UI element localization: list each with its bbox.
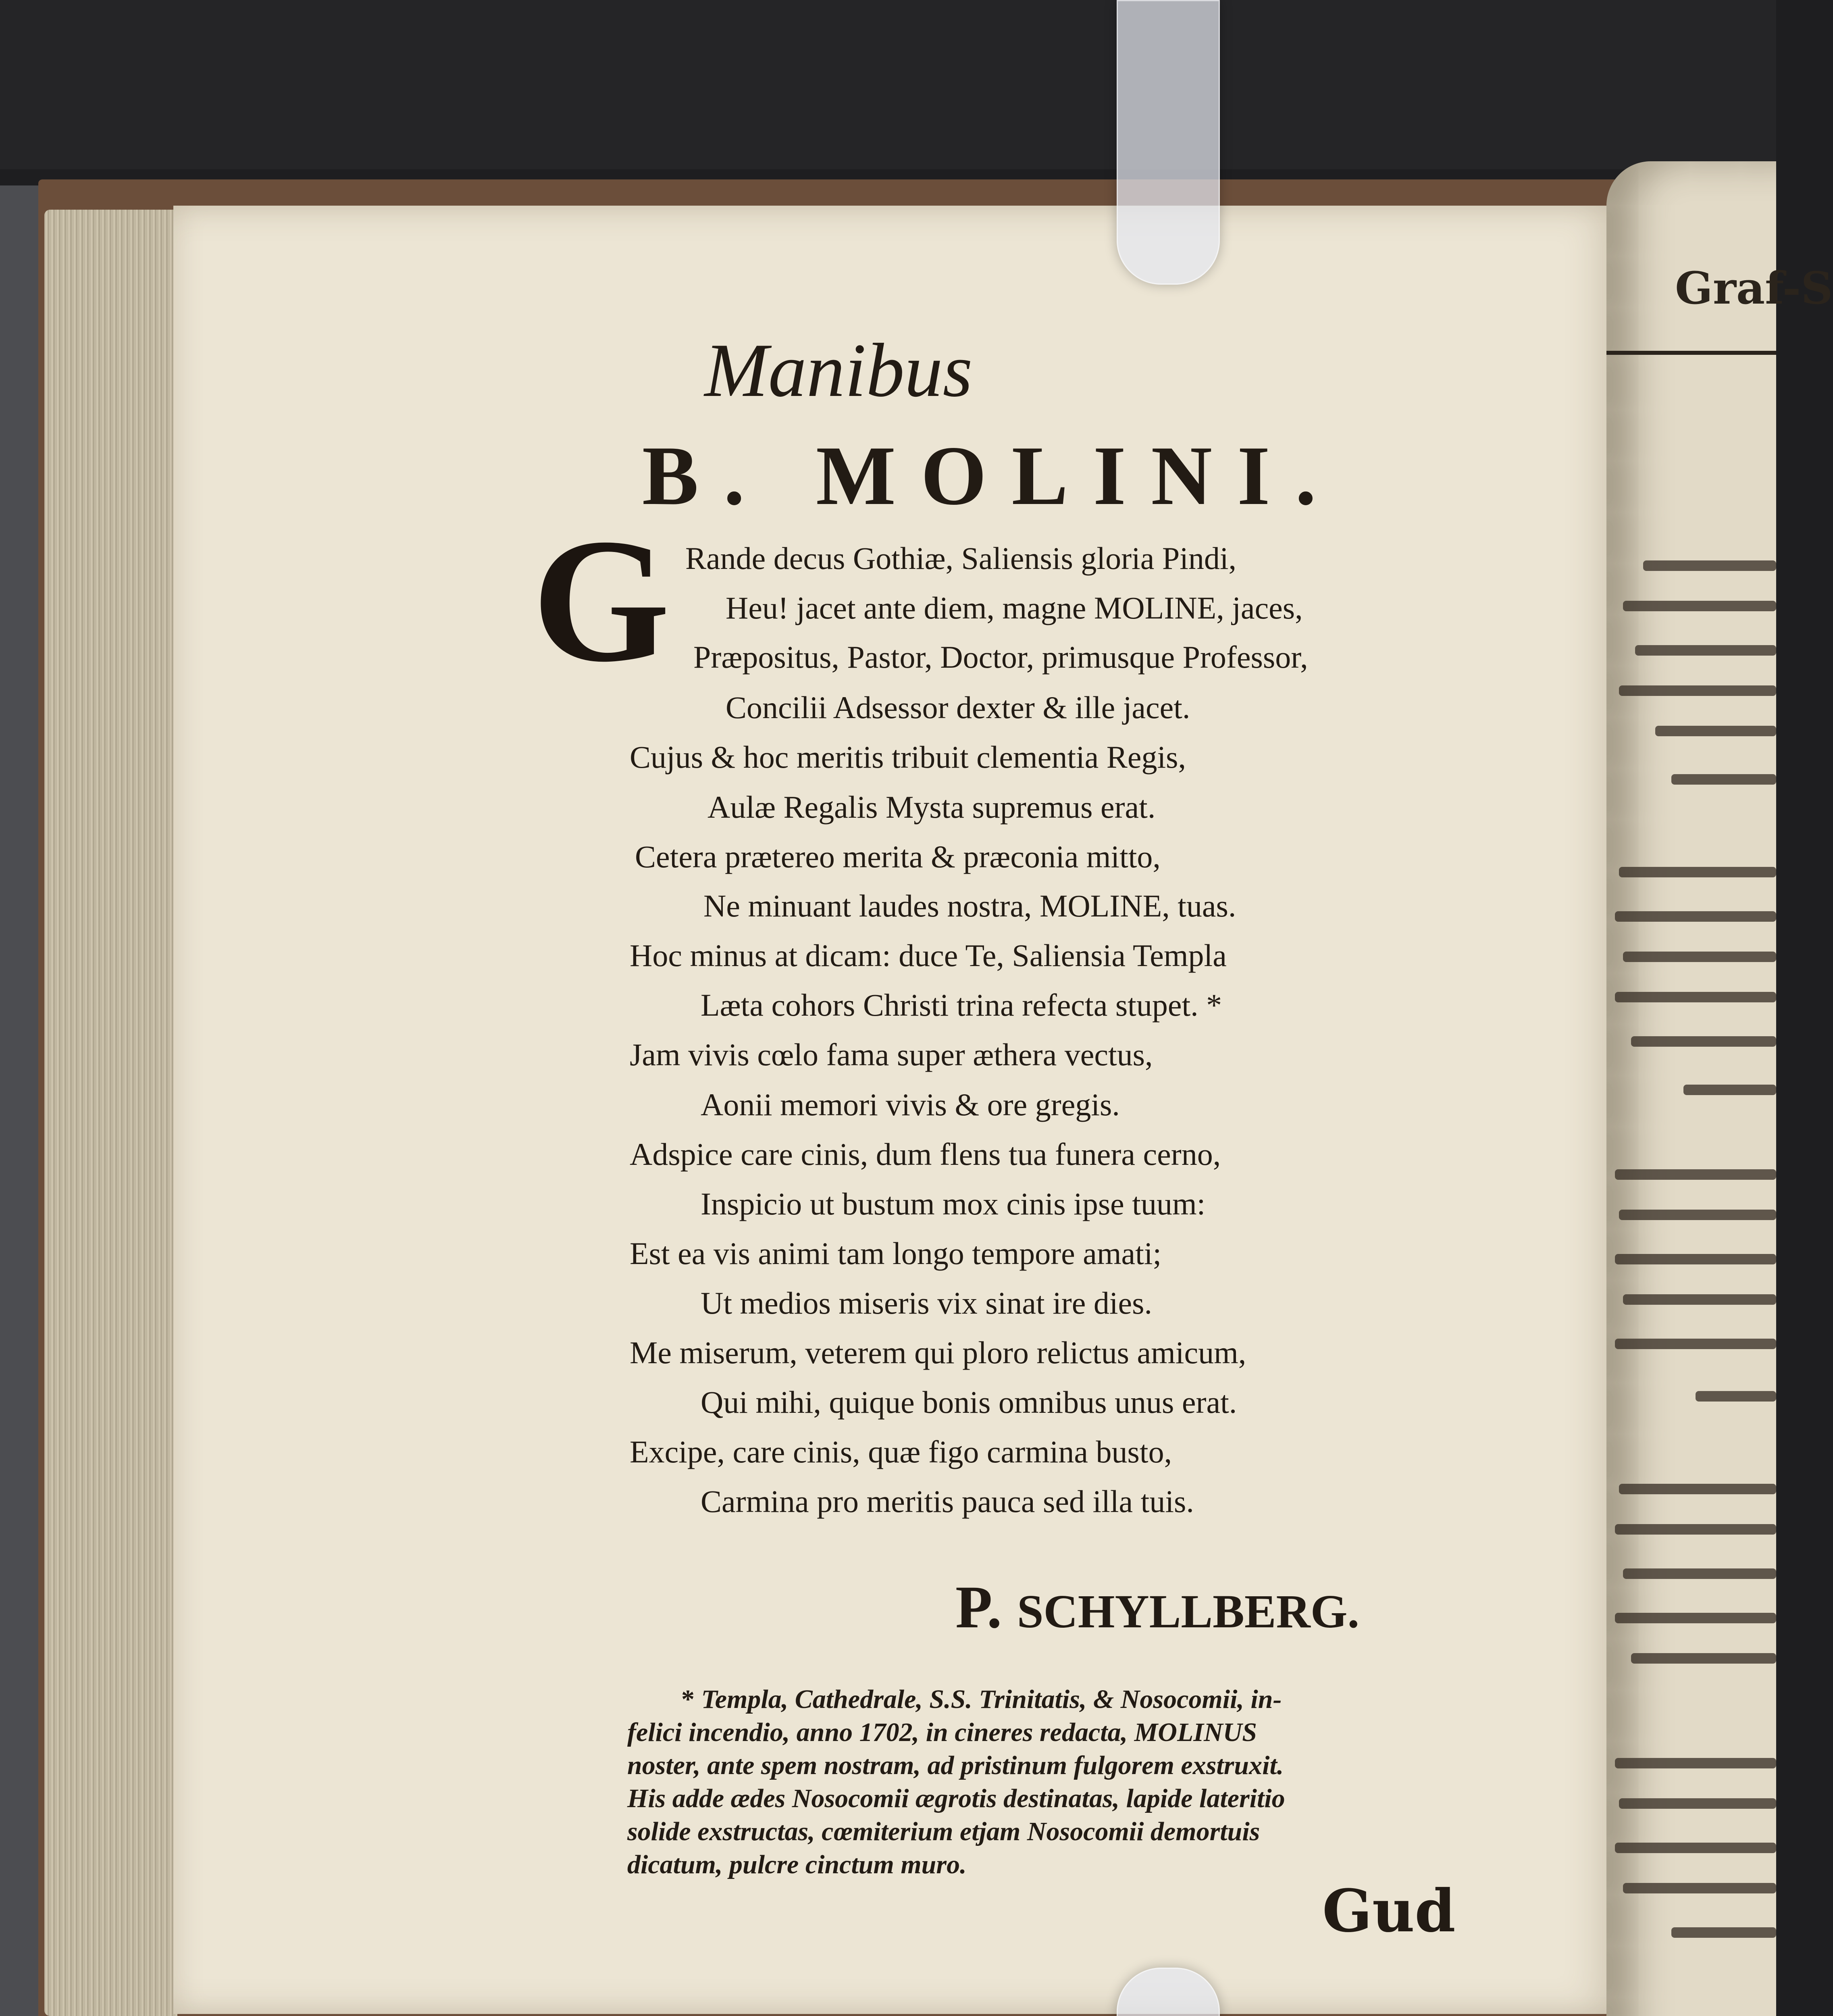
verse-line: Aulæ Regalis Mysta supremus erat. (707, 789, 1156, 825)
facing-page-text-line (1619, 1484, 1776, 1494)
footnote-line: dicatum, pulcre cinctum muro. (627, 1850, 967, 1879)
facing-page-text-line (1655, 726, 1776, 736)
facing-page-text-line (1643, 560, 1776, 571)
signature (955, 1572, 1359, 1642)
facing-page-header: Graf-S (1675, 262, 1833, 314)
footnote-line: felici incendio, anno 1702, in cineres redacta, MOLINUS (627, 1718, 1257, 1747)
facing-page-text-line (1615, 1169, 1776, 1180)
facing-page-text-line (1631, 1036, 1776, 1047)
footnote-line: His adde ædes Nosocomii ægrotis destinatas, lapide lateritio (627, 1784, 1285, 1813)
verse-line: Præpositus, Pastor, Doctor, primusque Professor, (693, 639, 1308, 675)
facing-page-text-line (1615, 992, 1776, 1002)
facing-page-text-line (1623, 952, 1776, 962)
verse-line: Jam vivis cœlo fama super æthera vectus, (630, 1037, 1153, 1072)
facing-page-text-line (1696, 1391, 1776, 1402)
catchword: Gud (1322, 1877, 1456, 1945)
footnote-line: Templa, Cathedrale, S.S. Trinitatis, & Nosocomii, in- (701, 1685, 1282, 1714)
facing-page-text-line (1615, 911, 1776, 922)
verse-line: Aonii memori vivis & ore gregis. (701, 1087, 1120, 1122)
page-block-edge (44, 210, 177, 2016)
signature-surname: SCHYLLBERG. (1017, 1585, 1360, 1638)
facing-page-text-line (1635, 645, 1776, 656)
footnote-line: noster, ante spem nostram, ad pristinum fulgorem exstruxit. (627, 1751, 1284, 1780)
verse-line: Rande decus Gothiæ, Saliensis gloria Pindi, (685, 541, 1237, 576)
backdrop-top (0, 0, 1776, 169)
verse-line: Qui mihi, quique bonis omnibus unus erat. (701, 1385, 1237, 1420)
facing-page-text-line (1623, 1883, 1776, 1893)
signature-initial: P. (955, 1574, 1002, 1641)
verse-line: Concilii Adsessor dexter & ille jacet. (726, 690, 1190, 725)
facing-page-text-line (1615, 1613, 1776, 1623)
facing-page-text-line (1615, 1339, 1776, 1349)
verse-line: Cujus & hoc meritis tribuit clementia Regis, (630, 739, 1186, 775)
verse-line: Me miserum, veterem qui ploro relictus amicum, (630, 1335, 1246, 1370)
facing-page-text-line (1615, 1254, 1776, 1264)
facing-page-text-line (1631, 1653, 1776, 1664)
facing-page-text-line (1683, 1085, 1776, 1095)
facing-page-text-line (1615, 1843, 1776, 1853)
facing-page-text-line (1671, 1927, 1776, 1938)
verse-line: Læta cohors Christi trina refecta stupet. * (701, 987, 1222, 1023)
facing-page-text-line (1619, 867, 1776, 877)
poem-heading: Manibus (704, 328, 973, 413)
facing-page-text-line (1615, 1524, 1776, 1535)
facing-page (1606, 161, 1833, 2016)
poem-name: B. MOLINI. (642, 429, 1342, 523)
footnote-line: solide exstructas, cœmiterium etjam Nosocomii demortuis (627, 1817, 1260, 1846)
page-clip-top (1117, 0, 1220, 285)
verse-line: Heu! jacet ante diem, magne MOLINE, jaces, (726, 590, 1303, 625)
verse-line: Inspicio ut bustum mox cinis ipse tuum: (701, 1186, 1206, 1221)
facing-page-text-line (1619, 685, 1776, 696)
facing-page-text-line (1623, 1568, 1776, 1579)
facing-page-rule (1606, 351, 1776, 355)
verse-line: Excipe, care cinis, quæ figo carmina busto, (630, 1434, 1172, 1469)
facing-page-text-line (1619, 1798, 1776, 1809)
verse-line: Hoc minus at dicam: duce Te, Saliensia Templa (630, 938, 1227, 973)
verse-line: Ut medios miseris vix sinat ire dies. (701, 1285, 1153, 1320)
verse-line: Ne minuant laudes nostra, MOLINE, tuas. (703, 888, 1236, 923)
verse-line: Est ea vis animi tam longo tempore amati; (630, 1236, 1162, 1271)
drop-cap-initial: G (532, 502, 670, 699)
verse-line: Cetera prætereo merita & præconia mitto, (635, 839, 1161, 874)
verse-line: Carmina pro meritis pauca sed illa tuis. (701, 1484, 1194, 1519)
footnote-first-line (681, 1683, 1282, 1716)
facing-page-text-line (1623, 1294, 1776, 1305)
facing-page-text-line (1671, 774, 1776, 785)
facing-page-text-line (1619, 1210, 1776, 1220)
verse-line: Adspice care cinis, dum flens tua funera cerno, (630, 1137, 1221, 1172)
footnote-mark: * (681, 1685, 695, 1714)
facing-page-text-line (1623, 601, 1776, 611)
facing-page-text-line (1615, 1758, 1776, 1768)
